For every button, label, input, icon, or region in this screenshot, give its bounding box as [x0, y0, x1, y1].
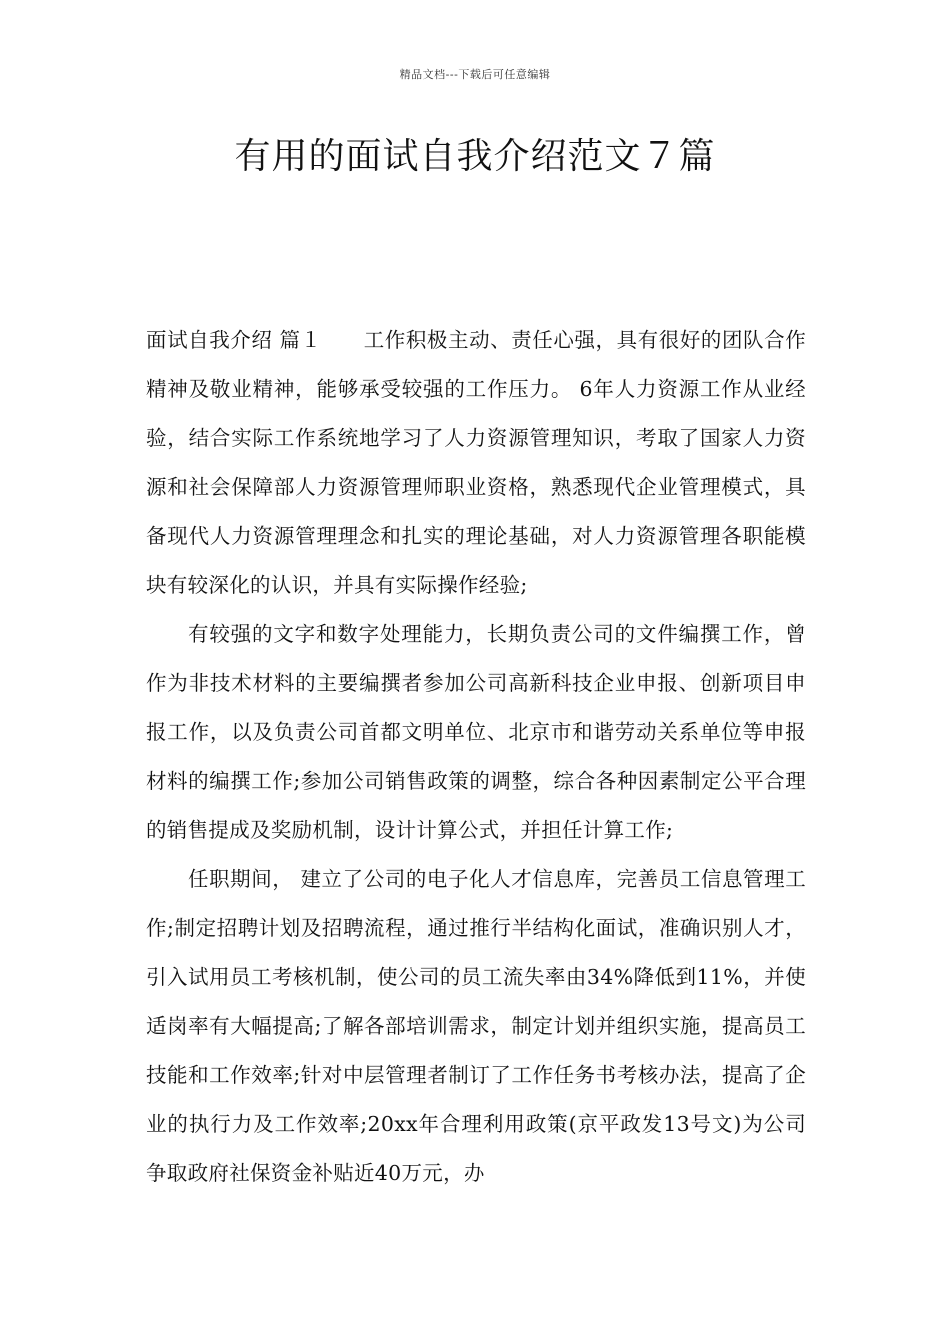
document-body: [146, 316, 806, 1198]
paragraph-1: [146, 316, 806, 610]
document-title: 有用的面试自我介绍范文７篇: [234, 136, 716, 177]
paragraph-2: 有较强的文字和数字处理能力，长期负责公司的文件编撰工作，曾作为非技术材料的主要编撰者参加公司高新科技企业申报、创新项目申报工作，以及负责公司首都文明单位、北京市和谐劳动关系单位等申报材料的编撰工作;参加公司销售政策的调整，综合各种因素制定公平合理的销售提成及奖励机制，设计计算公式，并担任计算工作;: [146, 622, 806, 842]
paragraph-1-text: 工作积极主动、责任心强，具有很好的团队合作精神及敬业精神，能够承受较强的工作压力。 6年人力资源工作从业经验，结合实际工作系统地学习了人力资源管理知识，考取了国家人力资源和社会保障部人力资源管理师职业资格，熟悉现代企业管理模式，具备现代人力资源管理理念和扎实的理论基础，对人力资源管理各职能模块有较深化的认识，并具有实际操作经验;: [146, 328, 806, 597]
section-heading: 面试自我介绍 篇１: [146, 328, 322, 352]
header-note: 精品文档---下载后可任意编辑: [399, 68, 551, 81]
paragraph-3: 任职期间， 建立了公司的电子化人才信息库，完善员工信息管理工作;制定招聘计划及招聘流程，通过推行半结构化面试，准确识别人才，引入试用员工考核机制，使公司的员工流失率由34%降低到11%，并使适岗率有大幅提高;了解各部培训需求，制定计划并组织实施，提高员工技能和工作效率;针对中层管理者制订了工作任务书考核办法，提高了企业的执行力及工作效率;20xx年合理利用政策(京平政发13号文)为公司争取政府社保资金补贴近40万元，办: [146, 867, 806, 1185]
